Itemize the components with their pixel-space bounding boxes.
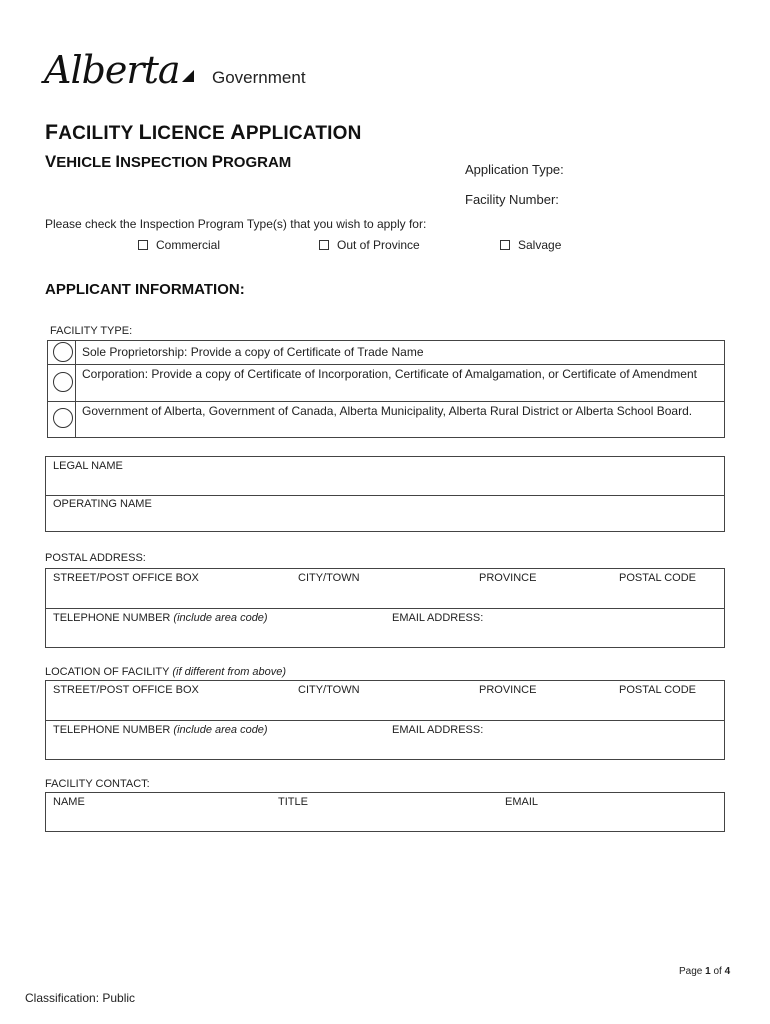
logo-government-text: Government: [212, 68, 306, 87]
postal-city-field[interactable]: CITY/TOWN: [298, 572, 360, 584]
program-option-salvage[interactable]: Salvage: [500, 238, 561, 252]
government-radio[interactable]: [53, 408, 73, 428]
facility-type-row-sole-proprietorship: [48, 341, 724, 365]
logo-mark-icon: [182, 70, 194, 82]
facility-type-text: Corporation: Provide a copy of Certificate of Incorporation, Certificate of Amalgamation, or Certificate of Amendment: [82, 367, 697, 381]
facility-type-row-government: [48, 402, 724, 438]
postal-street-field[interactable]: STREET/POST OFFICE BOX: [53, 572, 199, 584]
form-title: FACILITY LICENCE APPLICATION: [45, 120, 362, 144]
page-number: Page 1 of 4: [679, 966, 731, 977]
program-option-commercial[interactable]: Commercial: [138, 238, 220, 252]
contact-name-field[interactable]: NAME: [53, 796, 85, 808]
contact-title-field[interactable]: TITLE: [278, 796, 308, 808]
legal-name-field[interactable]: LEGAL NAME: [53, 460, 123, 472]
facility-type-label: FACILITY TYPE:: [50, 325, 133, 337]
postal-address-label: POSTAL ADDRESS:: [45, 552, 146, 564]
facility-type-row-corporation: [48, 365, 724, 402]
contact-email-field[interactable]: EMAIL: [505, 796, 539, 808]
facility-number-label: Facility Number:: [465, 192, 559, 207]
location-email-field[interactable]: EMAIL ADDRESS:: [392, 724, 484, 736]
alberta-logo-script: Alberta: [44, 48, 180, 92]
applicant-information-heading: APPLICANT INFORMATION:: [45, 281, 245, 298]
postal-email-field[interactable]: EMAIL ADDRESS:: [392, 612, 484, 624]
location-address-box: [45, 680, 725, 760]
postal-address-box: [45, 568, 725, 648]
program-option-out-of-province[interactable]: Out of Province: [319, 238, 420, 252]
classification-label: Classification: Public: [25, 991, 136, 1005]
location-province-field[interactable]: PROVINCE: [479, 684, 537, 696]
corporation-radio[interactable]: [53, 372, 73, 392]
facility-contact-label: FACILITY CONTACT:: [45, 778, 150, 790]
location-postal-code-field[interactable]: POSTAL CODE: [619, 684, 697, 696]
facility-type-text: Sole Proprietorship: Provide a copy of Certificate of Trade Name: [82, 345, 424, 359]
commercial-checkbox[interactable]: [138, 240, 148, 250]
location-of-facility-label: LOCATION OF FACILITY (if different from above): [45, 666, 287, 678]
sole-proprietorship-radio[interactable]: [53, 342, 73, 362]
location-street-field[interactable]: STREET/POST OFFICE BOX: [53, 684, 199, 696]
postal-telephone-field[interactable]: TELEPHONE NUMBER (include area code): [53, 612, 268, 624]
postal-code-field[interactable]: POSTAL CODE: [619, 572, 697, 584]
facility-type-text: Government of Alberta, Government of Canada, Alberta Municipality, Alberta Rural District or Alberta School Board.: [82, 404, 693, 418]
application-type-label: Application Type:: [465, 162, 564, 177]
program-type-prompt: Please check the Inspection Program Type(s) that you wish to apply for:: [45, 217, 427, 231]
operating-name-field[interactable]: OPERATING NAME: [53, 498, 152, 510]
location-city-field[interactable]: CITY/TOWN: [298, 684, 360, 696]
out-of-province-checkbox[interactable]: [319, 240, 329, 250]
facility-type-table: [47, 340, 725, 438]
form-subtitle: VEHICLE INSPECTION PROGRAM: [45, 152, 292, 171]
postal-province-field[interactable]: PROVINCE: [479, 572, 537, 584]
salvage-checkbox[interactable]: [500, 240, 510, 250]
location-telephone-field[interactable]: TELEPHONE NUMBER (include area code): [53, 724, 268, 736]
facility-contact-box: [45, 792, 725, 832]
name-fields-box: [45, 456, 725, 532]
